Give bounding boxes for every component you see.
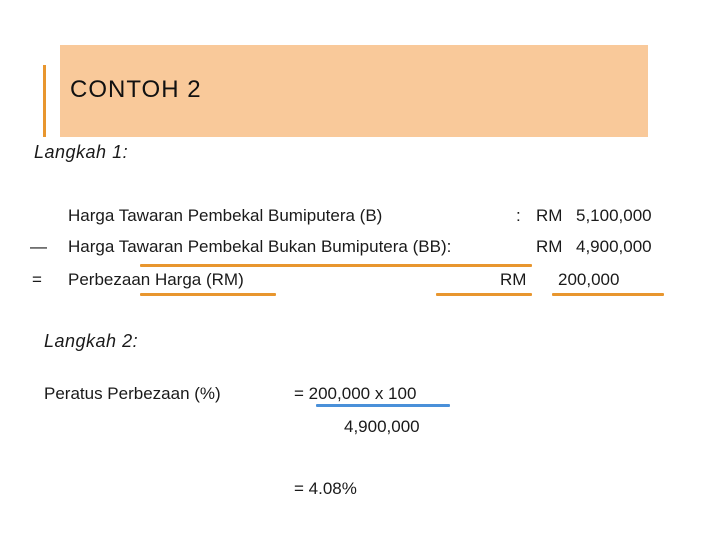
fraction-numerator: = 200,000 x 100 [294,384,417,403]
row1-label: Harga Tawaran Pembekal Bumiputera (B) [68,206,383,225]
result-underline-right [436,293,532,296]
row1-separator: : [516,206,521,225]
row1-currency: RM [536,206,563,225]
row1-value: 5,100,000 [576,206,652,225]
row2-value: 4,900,000 [576,237,652,256]
row2-currency: RM [536,237,563,256]
subtraction-underline [140,264,532,267]
result-value: = 4.08% [294,479,357,498]
value-underline [552,293,664,296]
fraction-denominator: 4,900,000 [344,417,420,436]
step2-heading: Langkah 2: [44,331,139,351]
row3-label: Perbezaan Harga (RM) [68,270,244,289]
row2-operator: — [30,237,47,256]
result-underline-left [140,293,276,296]
row3-currency: RM [500,270,527,289]
row2-label: Harga Tawaran Pembekal Bukan Bumiputera (BB): [68,237,452,256]
slide-title: CONTOH 2 [70,76,202,103]
row3-operator: = [32,270,42,289]
step2-label: Peratus Perbezaan (%) [44,384,221,403]
step1-heading: Langkah 1: [34,142,129,162]
title-accent-bar [43,65,46,137]
row3-value: 200,000 [558,270,620,289]
fraction-line [316,404,450,407]
